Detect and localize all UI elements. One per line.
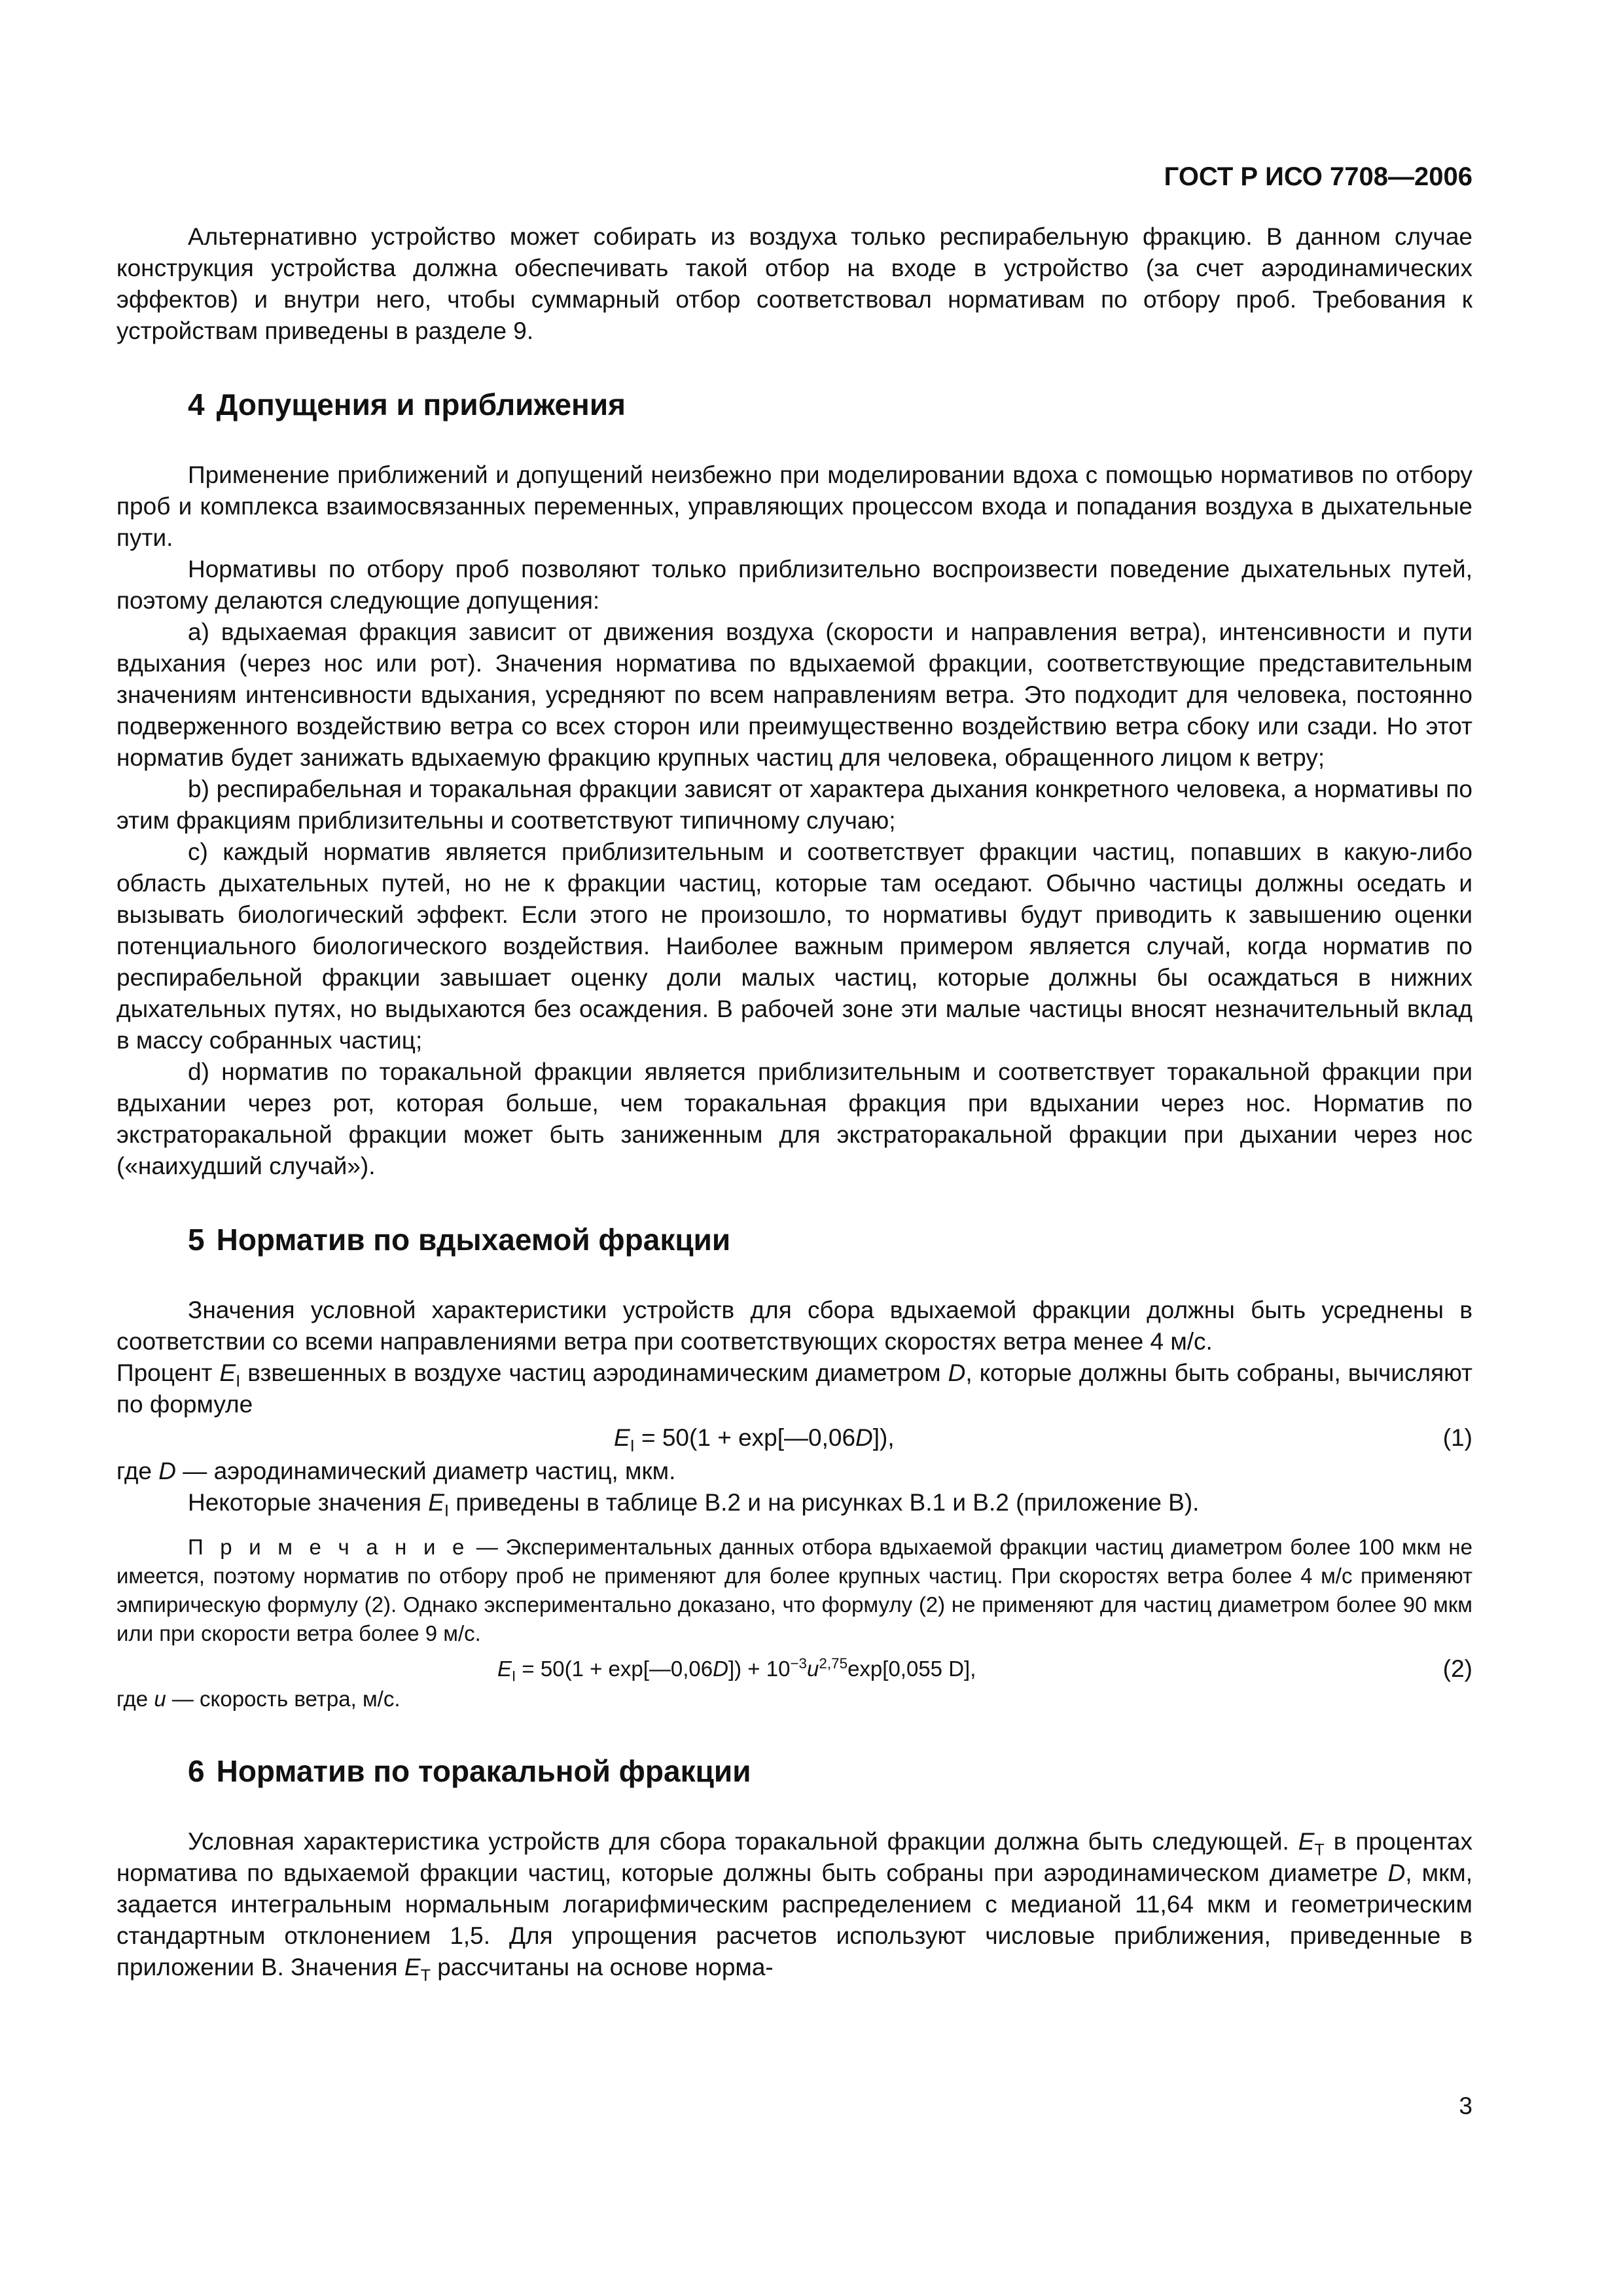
intro-paragraph: Альтернативно устройство может собирать из воздуха только респирабельную фракцию. В данном случае конструкция устройства должна обеспечивать такой отбор на входе в устройство (за счет аэродинамических эффектов) и внутри него, чтобы суммарный отбор соответствовал нормативам по отбору проб. Требования к устройствам приведены в разделе 9. — [116, 223, 1472, 344]
page-number: 3 — [1459, 2092, 1472, 2119]
formula-1-number: (1) — [1442, 1424, 1472, 1451]
section-5-title: Норматив по вдыхаемой фракции — [216, 1223, 731, 1257]
note-text: — Экспериментальных данных отбора вдыхаемой фракции частиц диаметром более 100 мкм не имеется, поэтому норматив по отбору проб не применяют для более крупных частиц. При скоростях ветра более 4 м/с применяют эмпирическую формулу (2). Однако экспериментально доказано, что формулу (2) не применяют для частиц диаметром более 90 мкм или при скорости ветра более 9 м/с. — [116, 1535, 1472, 1645]
section-5-paragraph-3: Некоторые значения $E_I$ приведены в таблице В.2 и на рисунках В.1 и В.2 (приложение В). — [188, 1489, 1200, 1520]
formula-1-expression: $E_I = 50(1$ + exp[—0,06D]), — [614, 1424, 895, 1456]
document-id-header: ГОСТ Р ИСО 7708—2006 — [1164, 162, 1472, 191]
section-5-note — [116, 1533, 1472, 1648]
section-6-number: 6 — [188, 1754, 205, 1788]
formula-2-expression: $E_I = 50(1$ + exp[—0,06D]) + $10^{-3}u^{2,75}\exp[0,055$ D], — [497, 1655, 976, 1685]
section-6-heading — [188, 1753, 1472, 1789]
section-5-paragraph-1: Значения условной характеристики устройств для сбора вдыхаемой фракции должны быть усреднены в соответствии со всеми направлениями ветра при соответствующих скоростях ветра менее 4 м/с. — [116, 1297, 1472, 1355]
section-4-item-b: b) респирабельная и торакальная фракции зависят от характера дыхания конкретного человека, а нормативы по этим фракциям приблизительны и соответствуют типичному случаю; — [116, 776, 1472, 834]
section-4-heading — [188, 386, 1472, 423]
formula-1-where: где D — аэродинамический диаметр частиц, мкм. — [116, 1458, 676, 1484]
section-4-item-d: d) норматив по торакальной фракции является приблизительным и соответствует торакальной фракции при вдыхании через рот, которая больше, чем торакальная фракция при вдыхании через нос. Норматив по экстраторакальной фракции может быть заниженным для экстраторакальной фракции при дыхании через нос («наихудший случай»). — [116, 1058, 1472, 1179]
formula-2 — [116, 1648, 1472, 1685]
section-6-title: Норматив по торакальной фракции — [216, 1754, 751, 1788]
section-6-paragraph-1: Условная характеристика устройств для сбора торакальной фракции должна быть следующей. $E_T$ в процентах норматива по вдыхаемой фракции частиц, которые должны быть собраны при аэродинамическом диаметре D, мкм, задается интегральным нормальным логарифмическим распределением с медианой 11,64 мкм и геометрическим стандартным отклонением 1,5. Для упрощения расчетов используют числовые приближения, приведенные в приложении В. Значения $E_T$ рассчитаны на основе норма- — [116, 1828, 1473, 1985]
section-4-number: 4 — [188, 387, 205, 422]
section-4-item-c: c) каждый норматив является приблизительным и соответствует фракции частиц, попавших в какую-либо область дыхательных путей, но не к фракции частиц, которые там оседают. Обычно частицы должны оседать и вызывать биологический эффект. Если этого не произошло, то нормативы будут приводить к завышению оценки потенциального биологического воздействия. Наиболее важным примером является случай, когда норматив по респирабельной фракции завышает оценку доли малых частиц, которые должны бы осаждаться в нижних дыхательных путях, но выдыхаются без осаждения. В рабочей зоне эти малые частицы вносят незначительный вклад в массу собранных частиц; — [116, 838, 1472, 1054]
section-5-heading — [188, 1221, 1472, 1258]
section-4-item-a: a) вдыхаемая фракция зависит от движения воздуха (скорости и направления ветра), интенсивности и пути вдыхания (через нос или рот). Значения норматива по вдыхаемой фракции, соответствующие представительным значениям интенсивности вдыхания, усредняют по всем направлениям ветра. Это подходит для человека, постоянно подверженного воздействию ветра со всех сторон или преимущественно воздействию ветра сбоку или сзади. Но этот норматив будет занижать вдыхаемую фракцию крупных частиц для человека, обращенного лицом к ветру; — [116, 619, 1472, 771]
formula-1 — [116, 1420, 1472, 1456]
section-4-title: Допущения и приближения — [216, 387, 626, 422]
section-4-paragraph-2: Нормативы по отбору проб позволяют только приблизительно воспроизвести поведение дыхательных путей, поэтому делаются следующие допущения: — [116, 556, 1472, 614]
formula-2-where: где u — скорость ветра, м/с. — [116, 1687, 401, 1711]
formula-2-number: (2) — [1442, 1655, 1472, 1682]
section-4-paragraph-1: Применение приближений и допущений неизбежно при моделировании вдоха с помощью нормативов по отбору проб и комплекса взаимосвязанных переменных, управляющих процессом входа и попадания воздуха в дыхательные пути. — [116, 461, 1472, 551]
note-label: П р и м е ч а н и е — [188, 1535, 469, 1559]
document-body — [116, 221, 1472, 1983]
section-5-number: 5 — [188, 1223, 205, 1257]
section-5-paragraph-2: Процент $E_I$ взвешенных в воздухе частиц аэродинамическим диаметром D, которые должны быть собраны, вычисляют по формуле — [116, 1359, 1473, 1418]
